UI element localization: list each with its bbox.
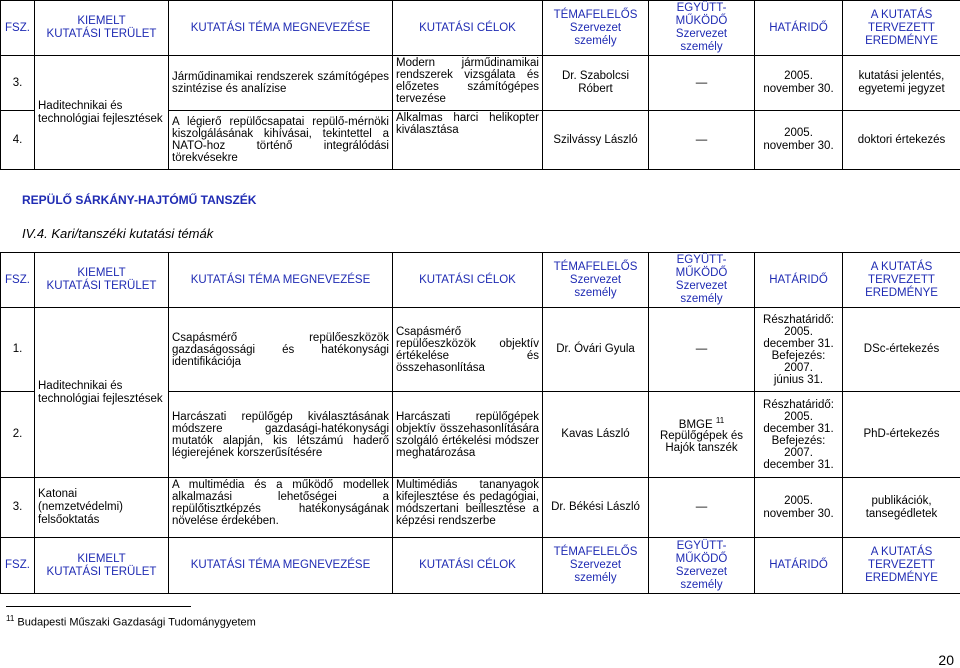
deadline: 2005. november 30. [755,111,843,170]
footnote-text: Budapesti Műszaki Gazdasági Tudománygyetem [17,617,255,629]
deadline: Részhatáridő: 2005. december 31. Befejezés: 2007. június 31. [755,308,843,392]
partner: BMGE $^{11}$ Repülőgépek és Hajók tanszék [649,392,755,478]
research-topic: Csapásmérő repülőeszközök gazdaságossági és hatékonysági identifikációja [169,308,393,392]
topic-lead: Dr. Békési László [543,478,649,538]
partner: — [649,56,755,111]
partner: — [649,308,755,392]
header-lead: TÉMAFELELŐS Szervezet személy [543,538,649,594]
row-number: 2. [1,392,35,478]
partner: — [649,478,755,538]
row-number: 4. [1,111,35,170]
research-topic: A multimédia és a működő modellek alkalmazási lehetőségei a repülőtisztképzés hatékonyságának növelése érdekében. [169,478,393,538]
header-area: KIEMELT KUTATÁSI TERÜLET [35,253,169,308]
header-area: KIEMELT KUTATÁSI TERÜLET [35,538,169,594]
deadline: 2005. november 30. [755,56,843,111]
header-partner: EGYÜTT- MŰKÖDŐ Szervezet személy [649,1,755,56]
research-topic: Harcászati repülőgép kiválasztásának módszere gazdasági-hatékonysági mutatók alapján, kis létszámú haderő légierejének korszerűsítésére [169,392,393,478]
research-goal: Harcászati repülőgépek objektív összehasonlítására szolgáló értékelési módszer meghatározása [393,392,543,478]
research-topic: A légierő repülőcsapatai repülő-mérnöki kiszolgálásának kihívásai, tekintettel a NATO-hoz történő integrálódási törekvésekre [169,111,393,170]
research-area: Katonai (nemzetvédelmi) felsőoktatás [35,478,169,538]
header-goals: KUTATÁSI CÉLOK [393,538,543,594]
header-lead: TÉMAFELELŐS Szervezet személy [543,253,649,308]
header-topic: KUTATÁSI TÉMA MEGNEVEZÉSE [169,1,393,56]
research-goal: Csapásmérő repülőeszközök objektív értékelése és összehasonlítása [393,308,543,392]
header-goals: KUTATÁSI CÉLOK [393,253,543,308]
planned-result: publikációk, tansegédletek [843,478,960,538]
table-row [1,308,960,392]
header-deadline: HATÁRIDŐ [755,253,843,308]
row-number: 3. [1,478,35,538]
research-table-1 [0,0,960,170]
header-goals: KUTATÁSI CÉLOK [393,1,543,56]
header-topic: KUTATÁSI TÉMA MEGNEVEZÉSE [169,253,393,308]
research-table-2 [0,252,960,594]
topic-lead: Szilvássy László [543,111,649,170]
header-result: A KUTATÁS TERVEZETT EREDMÉNYE [843,538,960,594]
header-fsz: FSZ. [1,538,35,594]
planned-result: doktori értekezés [843,111,960,170]
header-deadline: HATÁRIDŐ [755,538,843,594]
footnote-divider [6,606,191,607]
research-goal: Alkalmas harci helikopter kiválasztása [393,111,543,170]
table-row [1,56,960,111]
header-topic: KUTATÁSI TÉMA MEGNEVEZÉSE [169,538,393,594]
partner: — [649,111,755,170]
row-number: 3. [1,56,35,111]
research-topic: Járműdinamikai rendszerek számítógépes szintézise és analízise [169,56,393,111]
topic-lead: Dr. Óvári Gyula [543,308,649,392]
footnote-number: 11 [6,614,14,623]
research-goal: Modern járműdinamikai rendszerek vizsgálata és előzetes számítógépes tervezése [393,56,543,111]
header-fsz: FSZ. [1,1,35,56]
subsection-title: IV.4. Kari/tanszéki kutatási témák [22,226,213,241]
header-area: KIEMELT KUTATÁSI TERÜLET [35,1,169,56]
deadline: 2005. november 30. [755,478,843,538]
table-row [1,478,960,538]
header-partner: EGYÜTT- MŰKÖDŐ Szervezet személy [649,538,755,594]
header-deadline: HATÁRIDŐ [755,1,843,56]
research-area: Haditechnikai és technológiai fejlesztések [35,308,169,478]
header-partner: EGYÜTT- MŰKÖDŐ Szervezet személy [649,253,755,308]
table-footer-header-row [1,538,960,594]
table-header-row [1,253,960,308]
footnote [6,614,256,629]
topic-lead: Dr. Szabolcsi Róbert [543,56,649,111]
header-result: A KUTATÁS TERVEZETT EREDMÉNYE [843,1,960,56]
page-number: 20 [938,652,954,668]
table-header-row [1,1,960,56]
planned-result: kutatási jelentés, egyetemi jegyzet [843,56,960,111]
research-area: Haditechnikai és technológiai fejlesztések [35,56,169,170]
header-lead: TÉMAFELELŐS Szervezet személy [543,1,649,56]
deadline: Részhatáridő: 2005. december 31. Befejezés: 2007. december 31. [755,392,843,478]
header-fsz: FSZ. [1,253,35,308]
row-number: 1. [1,308,35,392]
planned-result: PhD-értekezés [843,392,960,478]
header-result: A KUTATÁS TERVEZETT EREDMÉNYE [843,253,960,308]
research-goal: Multimédiás tananyagok kifejlesztése és pedagógiai, módszertani beillesztése a képzési rendszerbe [393,478,543,538]
section-title: REPÜLŐ SÁRKÁNY-HAJTÓMŰ TANSZÉK [22,193,256,207]
planned-result: DSc-értekezés [843,308,960,392]
topic-lead: Kavas László [543,392,649,478]
